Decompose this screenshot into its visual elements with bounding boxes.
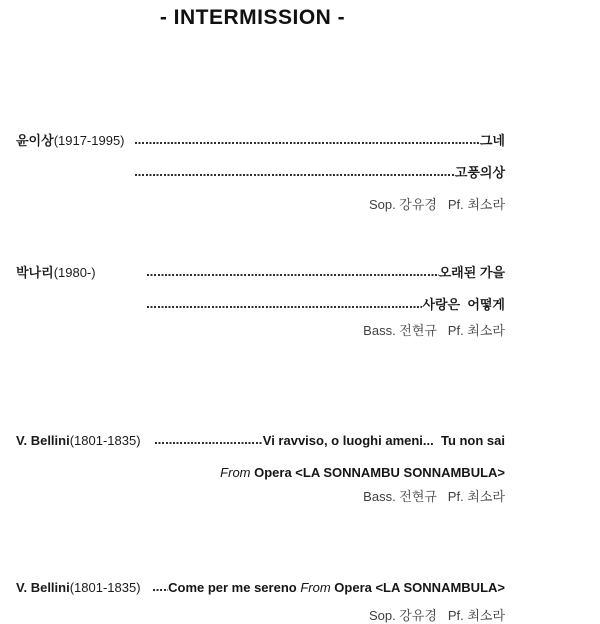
dash-leader [147,306,422,308]
dash-leader [135,174,455,176]
performer-credit: Sop. 강유경 Pf. 최소라 [368,197,505,212]
piece-title: 그네 [479,133,505,148]
dash-leader [153,589,168,591]
program-group-bellini-come-per-me [0,580,505,624]
composer-name: 윤이상 [16,133,54,148]
performer-credit: Bass. 전현규 Pf. 최소라 [363,489,505,504]
piece-title: Vi ravviso, o luoghi ameni... Tu non sai [262,433,505,448]
piece-title [168,580,505,596]
piece-line [0,297,505,313]
composer-cell [16,580,153,596]
composer-cell [16,133,135,149]
dash-leader [155,442,263,444]
composer-cell [16,433,155,449]
page-title: - INTERMISSION - [159,6,346,29]
program-group-bellini-vi-ravviso [0,433,505,505]
aria-title: Come per me sereno [168,580,301,595]
piece-subtitle [220,465,505,481]
piece-title: 사랑은 어떻게 [422,297,505,312]
composer-name: V. Bellini [16,433,70,448]
performer-credit: Bass. 전현규 Pf. 최소라 [363,323,505,338]
composer-name: 박나리 [16,265,54,280]
piece-line [0,580,505,596]
composer-years: (1917-1995) [53,133,125,148]
piece-line [0,165,505,181]
piece-title: 고풍의상 [454,165,505,180]
from-word: From [300,580,335,595]
performer-credit: Sop. 강유경 Pf. 최소라 [368,608,505,623]
from-word: From [220,465,255,480]
composer-years: (1980-) [53,265,96,280]
composer-years: (1801-1835) [69,580,141,595]
program-group-yun-isang [0,133,505,213]
composer-cell [16,265,147,281]
piece-line [0,133,505,149]
opera-title: Opera <LA SONNAMBU SONNAMBULA> [254,465,505,480]
program-group-park-nari [0,265,505,339]
dash-leader [147,274,439,276]
piece-title: 오래된 가을 [438,265,505,280]
piece-line [0,433,505,449]
dash-leader [135,142,480,144]
piece-line [0,265,505,281]
composer-name: V. Bellini [16,580,70,595]
composer-years: (1801-1835) [69,433,141,448]
opera-title: Opera <LA SONNAMBULA> [334,580,505,595]
piece-subtitle-line [0,465,505,481]
